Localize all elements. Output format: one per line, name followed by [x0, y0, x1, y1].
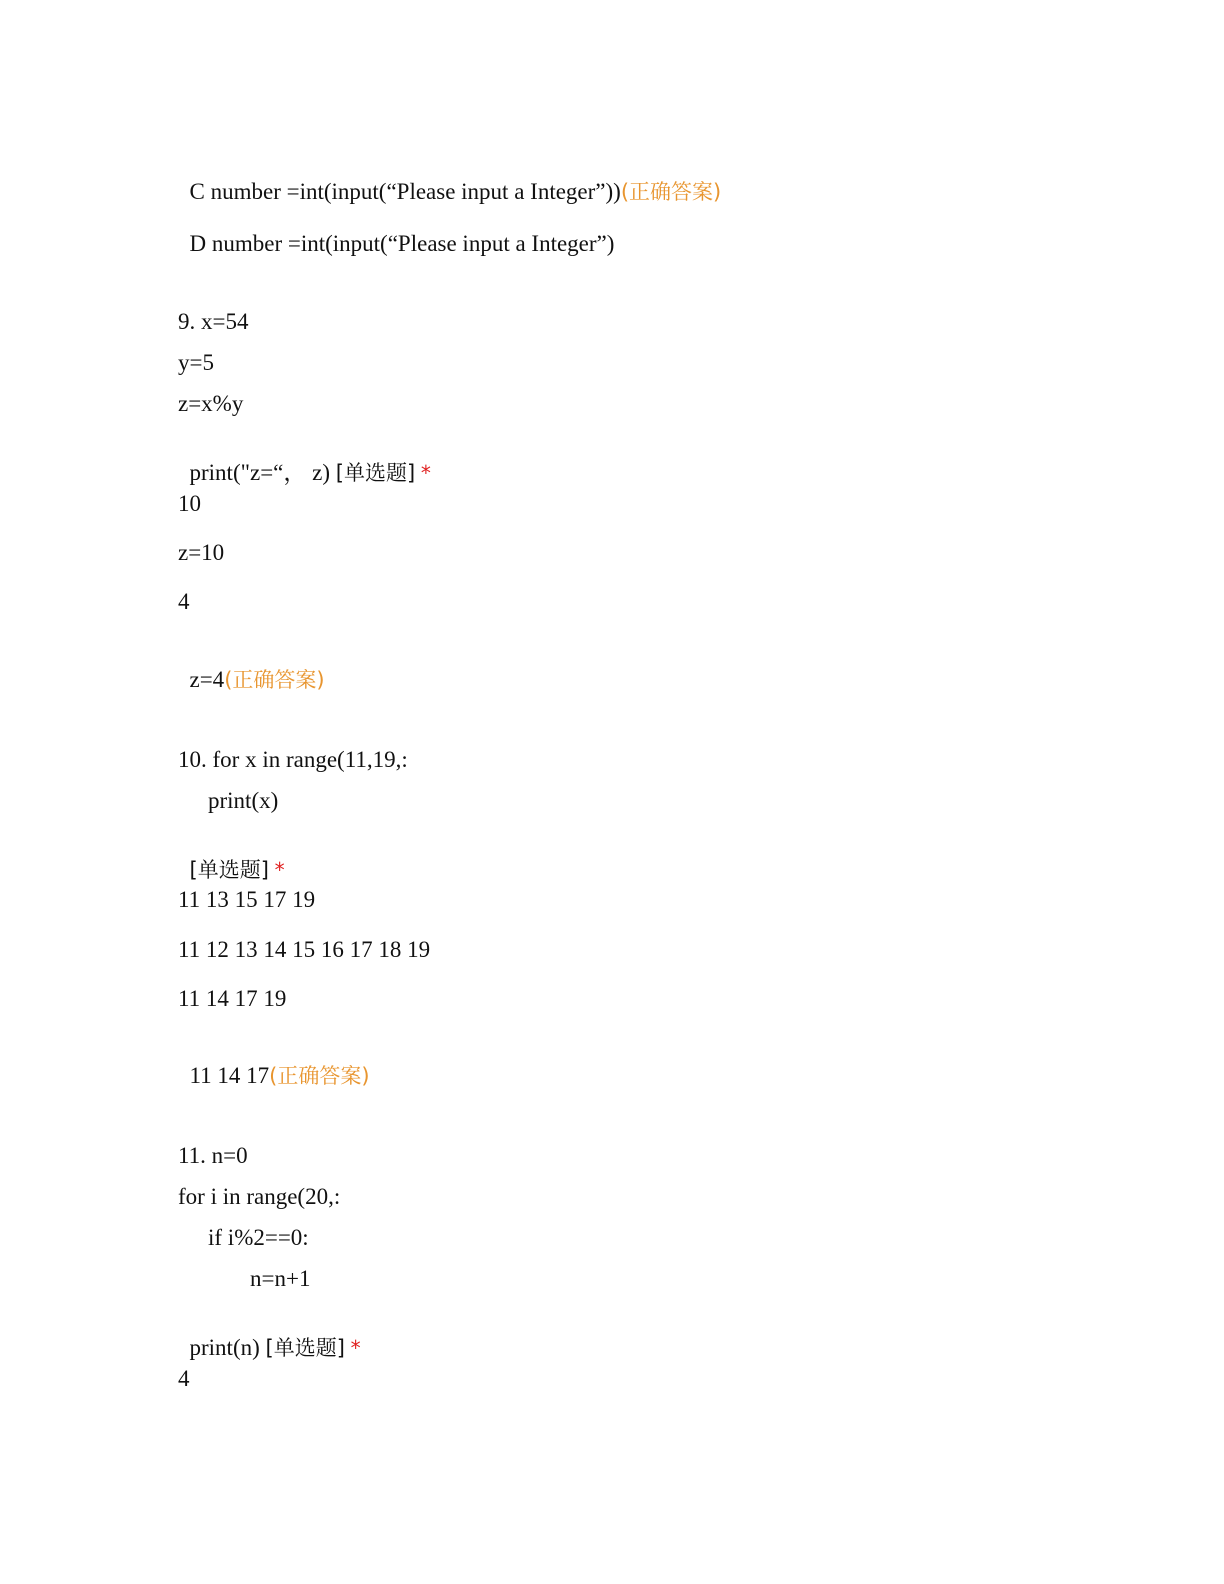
q10-option-4	[178, 1034, 370, 1090]
q9-code-line-1: 9. x=54	[178, 309, 249, 334]
q9-option-3: 4	[178, 589, 190, 614]
q9-required-mark: *	[420, 461, 431, 485]
q11-option-1: 4	[178, 1366, 190, 1391]
q11-required-mark: *	[350, 1336, 361, 1360]
q10-required-mark: *	[274, 858, 285, 882]
q11-code-line-4: n=n+1	[250, 1266, 311, 1291]
q10-option-1: 11 13 15 17 19	[178, 887, 316, 912]
q9-code-line-3: z=x%y	[178, 391, 244, 416]
q8-option-d-text: D number =int(input(“Please input a Integer”)	[189, 231, 615, 256]
q11-code-line-3: if i%2==0:	[208, 1225, 309, 1250]
q8-option-c	[178, 150, 721, 206]
q9-print-statement: print("z=“， z)	[189, 460, 336, 485]
q9-option-2: z=10	[178, 540, 225, 565]
q11-code-line-2: for i in range(20,:	[178, 1184, 341, 1209]
q9-option-1: 10	[178, 491, 201, 516]
q10-type-line	[178, 828, 285, 884]
q9-code-line-4	[178, 431, 431, 487]
q10-code-line-1: 10. for x in range(11,19,:	[178, 747, 408, 772]
q8-option-c-text: C number =int(input(“Please input a Integer”))	[189, 179, 621, 204]
q11-print-statement: print(n)	[189, 1335, 266, 1360]
q11-code-line-5	[178, 1306, 361, 1362]
q10-correct-answer-mark: (正确答案)	[269, 1064, 370, 1088]
q9-code-line-2: y=5	[178, 350, 214, 375]
q10-option-2: 11 12 13 14 15 16 17 18 19	[178, 937, 431, 962]
q9-correct-answer-mark: (正确答案)	[224, 668, 325, 692]
q11-code-line-1: 11. n=0	[178, 1143, 248, 1168]
q9-option-4-text: z=4	[189, 667, 225, 692]
q10-option-4-text: 11 14 17	[189, 1063, 270, 1088]
q9-type-tag: [单选题]	[335, 461, 416, 485]
q10-option-3: 11 14 17 19	[178, 986, 287, 1011]
q11-type-tag: [单选题]	[265, 1336, 345, 1360]
q8-correct-answer-mark: (正确答案)	[620, 180, 722, 204]
q8-option-d	[178, 202, 614, 258]
q10-code-line-2: print(x)	[208, 788, 279, 813]
q9-option-4	[178, 638, 325, 694]
q10-type-tag: [单选题]	[189, 858, 269, 882]
